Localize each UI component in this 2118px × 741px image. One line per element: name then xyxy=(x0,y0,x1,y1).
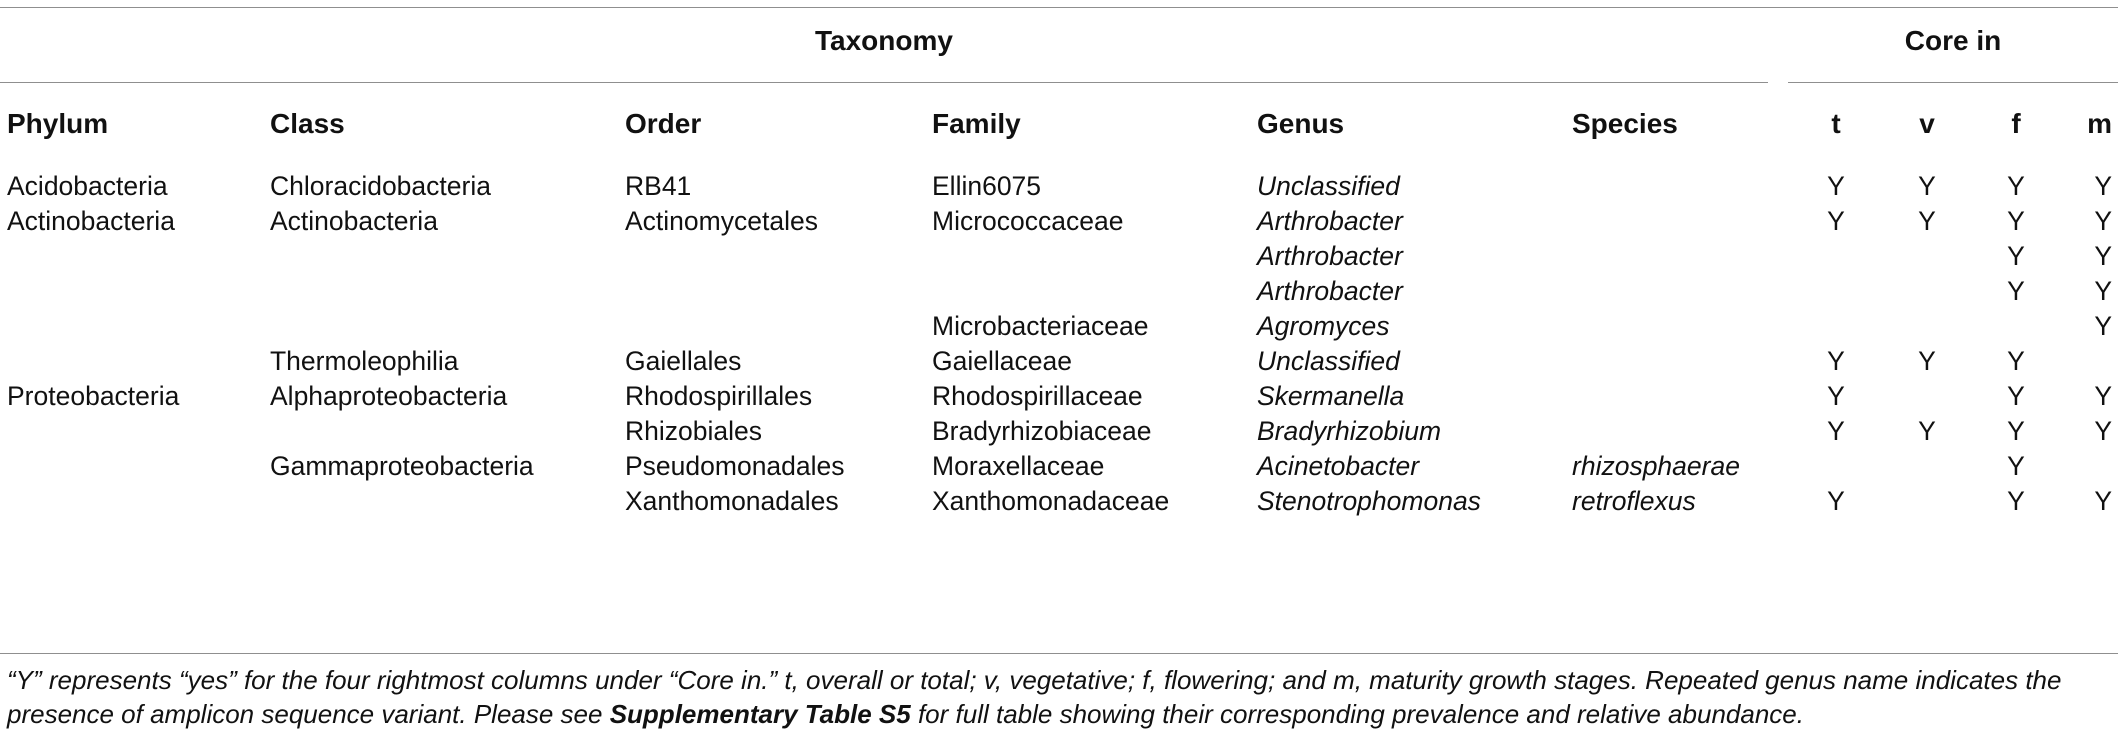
cell-core-v xyxy=(1882,274,1972,309)
cell-order: Rhodospirillales xyxy=(625,381,813,411)
cell-species xyxy=(1565,239,1790,274)
cell-class: Thermoleophilia xyxy=(270,346,459,376)
cell-species xyxy=(1565,274,1790,309)
cell-species xyxy=(1565,414,1790,449)
cell-core-v xyxy=(1882,484,1972,519)
cell-core-m: Y xyxy=(2094,311,2112,341)
column-header-f: f xyxy=(2011,108,2021,139)
cell-core-t xyxy=(1790,274,1882,309)
cell-core-f: Y xyxy=(2007,241,2025,271)
core-in-group-header: Core in xyxy=(1904,25,2002,56)
cell-class xyxy=(263,309,618,344)
cell-genus: Arthrobacter xyxy=(1257,241,1403,271)
cell-order: RB41 xyxy=(625,171,692,201)
cell-core-f: Y xyxy=(2007,381,2025,411)
column-header-class: Class xyxy=(270,108,345,139)
cell-phylum xyxy=(0,449,263,484)
cell-core-v: Y xyxy=(1918,206,1936,236)
cell-core-v xyxy=(1882,379,1972,414)
cell-species xyxy=(1565,344,1790,379)
cell-phylum xyxy=(0,414,263,449)
cell-core-f: Y xyxy=(2007,171,2025,201)
cell-phylum: Actinobacteria xyxy=(7,206,175,236)
table-row xyxy=(0,449,2118,484)
cell-core-m: Y xyxy=(2094,241,2112,271)
cell-species xyxy=(1565,309,1790,344)
cell-core-m: Y xyxy=(2094,381,2112,411)
cell-class xyxy=(263,484,618,519)
cell-family: Rhodospirillaceae xyxy=(932,381,1143,411)
table-row xyxy=(0,344,2118,379)
table-row xyxy=(0,204,2118,239)
cell-core-v xyxy=(1882,309,1972,344)
cell-phylum xyxy=(0,239,263,274)
cell-core-t xyxy=(1790,239,1882,274)
cell-family xyxy=(925,239,1250,274)
cell-core-t: Y xyxy=(1827,416,1845,446)
cell-species xyxy=(1565,204,1790,239)
cell-core-t: Y xyxy=(1827,381,1845,411)
table-footnote xyxy=(7,663,2111,731)
cell-genus: Unclassified xyxy=(1257,346,1400,376)
cell-phylum: Acidobacteria xyxy=(7,171,168,201)
cell-class xyxy=(263,414,618,449)
cell-class: Gammaproteobacteria xyxy=(270,451,534,481)
column-header-v: v xyxy=(1919,108,1935,139)
cell-core-t xyxy=(1790,449,1882,484)
table-row xyxy=(0,274,2118,309)
cell-order: Pseudomonadales xyxy=(625,451,845,481)
cell-core-f: Y xyxy=(2007,486,2025,516)
cell-core-v: Y xyxy=(1918,416,1936,446)
cell-phylum xyxy=(0,344,263,379)
cell-class xyxy=(263,239,618,274)
cell-core-v: Y xyxy=(1918,171,1936,201)
cell-phylum: Proteobacteria xyxy=(7,381,180,411)
cell-order: Rhizobiales xyxy=(625,416,762,446)
cell-family: Xanthomonadaceae xyxy=(932,486,1170,516)
top-rule xyxy=(0,7,2118,8)
cell-family: Micrococcaceae xyxy=(932,206,1124,236)
supplementary-table-reference[interactable]: Supplementary Table S5 xyxy=(609,699,911,729)
cell-species: rhizosphaerae xyxy=(1572,451,1740,481)
table-row xyxy=(0,309,2118,344)
cell-species xyxy=(1565,379,1790,414)
taxonomy-group-rule xyxy=(0,82,1768,83)
cell-genus: Acinetobacter xyxy=(1257,451,1420,481)
cell-genus: Stenotrophomonas xyxy=(1257,486,1481,516)
cell-family: Microbacteriaceae xyxy=(932,311,1149,341)
table-row xyxy=(0,414,2118,449)
column-header-family: Family xyxy=(932,108,1021,139)
cell-core-t: Y xyxy=(1827,171,1845,201)
cell-core-t: Y xyxy=(1827,486,1845,516)
cell-core-f: Y xyxy=(2007,451,2025,481)
cell-core-m: Y xyxy=(2094,486,2112,516)
cell-order: Gaiellales xyxy=(625,346,742,376)
table-row xyxy=(0,379,2118,414)
cell-family: Bradyrhizobiaceae xyxy=(932,416,1152,446)
footnote-text-start: “Y” represents “yes” for the four rightmost columns under “Core in.” t, overall or total; v, vegetative; f, flowering; and m, maturity growth stages. Repeated genus name indicates the presence of amplicon sequence variant. Please see xyxy=(7,665,2062,729)
cell-class: Alphaproteobacteria xyxy=(270,381,508,411)
table-row xyxy=(0,169,2118,204)
cell-core-v: Y xyxy=(1918,346,1936,376)
cell-class: Chloracidobacteria xyxy=(270,171,491,201)
cell-genus: Bradyrhizobium xyxy=(1257,416,1442,446)
cell-core-m xyxy=(2060,449,2118,484)
column-header-species: Species xyxy=(1572,108,1678,139)
column-header-phylum: Phylum xyxy=(7,108,109,139)
column-header-genus: Genus xyxy=(1257,108,1345,139)
cell-core-t xyxy=(1790,309,1882,344)
cell-core-m xyxy=(2060,344,2118,379)
core-in-group-rule xyxy=(1788,82,2118,83)
footnote-text-end: for full table showing their corresponding prevalence and relative abundance. xyxy=(910,699,1804,729)
cell-genus: Arthrobacter xyxy=(1257,276,1403,306)
cell-family: Ellin6075 xyxy=(932,171,1042,201)
cell-phylum xyxy=(0,309,263,344)
column-header-t: t xyxy=(1831,108,1841,139)
cell-core-v xyxy=(1882,239,1972,274)
cell-class xyxy=(263,274,618,309)
cell-species xyxy=(1565,169,1790,204)
cell-order: Xanthomonadales xyxy=(625,486,839,516)
cell-order xyxy=(618,309,925,344)
column-header-m: m xyxy=(2087,108,2112,139)
cell-genus: Agromyces xyxy=(1257,311,1390,341)
cell-order xyxy=(618,239,925,274)
cell-family: Moraxellaceae xyxy=(932,451,1105,481)
cell-order xyxy=(618,274,925,309)
cell-core-t: Y xyxy=(1827,206,1845,236)
core-microbiome-table xyxy=(0,100,2118,519)
cell-family: Gaiellaceae xyxy=(932,346,1072,376)
cell-genus: Unclassified xyxy=(1257,171,1400,201)
cell-core-m: Y xyxy=(2094,416,2112,446)
bottom-rule xyxy=(0,653,2118,654)
cell-family xyxy=(925,274,1250,309)
taxonomy-group-header: Taxonomy xyxy=(815,25,953,56)
table-row xyxy=(0,484,2118,519)
table-row xyxy=(0,239,2118,274)
cell-core-m: Y xyxy=(2094,206,2112,236)
cell-phylum xyxy=(0,274,263,309)
cell-core-f: Y xyxy=(2007,276,2025,306)
cell-core-v xyxy=(1882,449,1972,484)
cell-core-t: Y xyxy=(1827,346,1845,376)
cell-core-f xyxy=(1972,309,2060,344)
cell-class: Actinobacteria xyxy=(270,206,438,236)
cell-order: Actinomycetales xyxy=(625,206,818,236)
column-header-row xyxy=(0,100,2118,148)
cell-core-f: Y xyxy=(2007,416,2025,446)
cell-core-m: Y xyxy=(2094,171,2112,201)
cell-species: retroflexus xyxy=(1572,486,1696,516)
cell-core-m: Y xyxy=(2094,276,2112,306)
column-header-order: Order xyxy=(625,108,702,139)
cell-core-f: Y xyxy=(2007,206,2025,236)
cell-genus: Skermanella xyxy=(1257,381,1405,411)
cell-genus: Arthrobacter xyxy=(1257,206,1403,236)
cell-phylum xyxy=(0,484,263,519)
cell-core-f: Y xyxy=(2007,346,2025,376)
